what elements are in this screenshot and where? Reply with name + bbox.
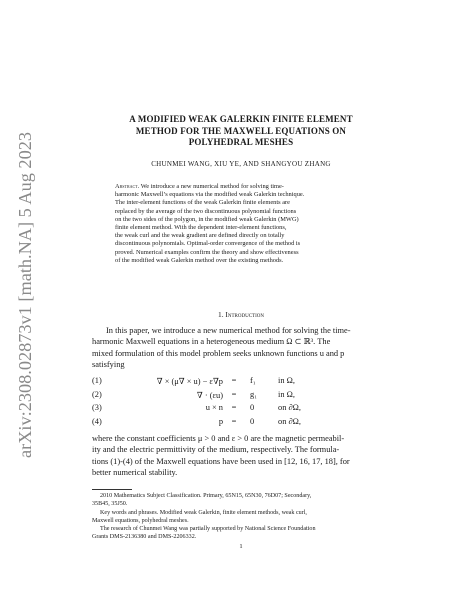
abstract-line: of the modified weak Galerkin method over the existing methods. <box>115 256 284 264</box>
equation-condition: in Ω, <box>278 389 295 399</box>
abstract-line: harmonic Maxwell’s equations via the modified weak Galerkin technique. <box>115 191 305 199</box>
footnote-line: Key words and phrases. Modified weak Galerkin, finite element methods, weak curl, <box>100 509 307 516</box>
section-title-text: Introduction <box>225 310 264 319</box>
equation-condition: on ∂Ω, <box>278 403 301 412</box>
footnote-line: Maxwell equations, polyhedral meshes. <box>92 517 189 524</box>
arxiv-stamp-text: arXiv:2308.02873v1 [math.NA] 5 Aug 2023 <box>15 145 35 458</box>
equation-relation: = <box>231 376 237 385</box>
equation-rhs: f₁ <box>250 376 256 385</box>
abstract-line: on the two sides of the polygon, in the modified weak Galerkin (MWG) <box>115 215 299 223</box>
intro-line: harmonic Maxwell equations in a heterogeneous medium Ω ⊂ ℝ³. The <box>92 337 331 347</box>
abstract-line: proved. Numerical examples confirm the theory and show effectiveness <box>115 248 299 256</box>
equation-condition: on ∂Ω, <box>278 416 301 426</box>
section-number: 1. <box>218 310 224 319</box>
equation-lhs: ∇ · (εu) <box>196 390 223 400</box>
footnotes <box>92 492 390 542</box>
following-paragraph <box>92 433 390 478</box>
equation-lhs: p <box>218 416 223 426</box>
paper-title <box>92 114 390 149</box>
equation-lhs: ∇ × (μ∇ × u) − ε∇p <box>156 377 223 386</box>
abstract-line <box>115 183 369 191</box>
equation-rhs: g₁ <box>250 389 258 399</box>
title-line-2: METHOD FOR THE MAXWELL EQUATIONS ON <box>135 125 347 136</box>
abstract-line: replaced by the average of the two discontinuous polynomial functions <box>115 207 297 215</box>
equation-number: (3) <box>92 403 102 412</box>
equation-row <box>92 390 390 404</box>
title-line-1: A MODIFIED WEAK GALERKIN FINITE ELEMENT <box>129 114 353 124</box>
equation-relation: = <box>231 389 237 399</box>
abstract-line: the weak curl and the weak gradient are defined directly on totally <box>115 232 285 240</box>
equation-number: (1) <box>92 376 102 385</box>
equation-rhs: 0 <box>250 403 255 412</box>
abstract-line: discontinuous polynomials. Optimal-order convergence of the method is <box>115 240 301 248</box>
equation-row <box>92 376 390 390</box>
section-heading <box>92 310 390 319</box>
footnote-line: 35B45, 35J50. <box>92 501 128 508</box>
abstract-line: finite element method. With the dependent inter-element functions, <box>115 224 287 232</box>
equation-row <box>92 403 390 417</box>
author-list: CHUNMEI WANG, XIU YE, AND SHANGYOU ZHANG <box>151 160 331 168</box>
intro-line: satisfying <box>92 359 125 369</box>
abstract-line: The inter-element functions of the weak Galerkin finite elements are <box>115 199 291 207</box>
equation-relation: = <box>231 416 237 426</box>
equation-row <box>92 417 390 431</box>
intro-line: mixed formulation of this model problem seeks unknown functions u and p <box>92 348 345 358</box>
paragraph-line: ity and the electric permittivity of the medium, respectively. The formula- <box>92 445 340 455</box>
paragraph-line: tions (1)-(4) of the Maxwell equations have been used in [12, 16, 17, 18], for <box>92 456 350 466</box>
abstract <box>115 183 369 265</box>
title-line-3: POLYHEDRAL MESHES <box>188 137 294 147</box>
intro-paragraph <box>92 325 390 370</box>
arxiv-stamp <box>6 130 40 460</box>
equation-number: (4) <box>92 416 102 426</box>
equation-number: (2) <box>92 389 102 399</box>
footnote-line: 2010 Mathematics Subject Classification. Primary, 65N15, 65N30, 76D07; Secondary, <box>100 493 312 499</box>
equation-condition: in Ω, <box>278 376 295 385</box>
abstract-heading: Abstract. <box>115 183 140 190</box>
page-number: 1 <box>239 543 243 550</box>
footnote-rule <box>92 489 132 490</box>
equation-relation: = <box>231 403 237 412</box>
abstract-first-line: We introduce a new numerical method for solving time- <box>140 183 284 190</box>
equation-rhs: 0 <box>250 416 255 426</box>
equation-system <box>92 376 390 430</box>
footnote-line: The research of Chunmei Wang was partially supported by National Science Foundation <box>100 526 316 533</box>
paragraph-line: better numerical stability. <box>92 467 178 477</box>
intro-line: In this paper, we introduce a new numerical method for solving the time- <box>106 326 351 335</box>
footnote-line: Grants DMS-2136380 and DMS-2206332. <box>92 534 197 541</box>
paper-page <box>92 0 390 613</box>
equation-lhs: u × n <box>205 403 223 412</box>
paragraph-line: where the constant coefficients μ > 0 and ε > 0 are the magnetic permeabil- <box>92 434 345 443</box>
